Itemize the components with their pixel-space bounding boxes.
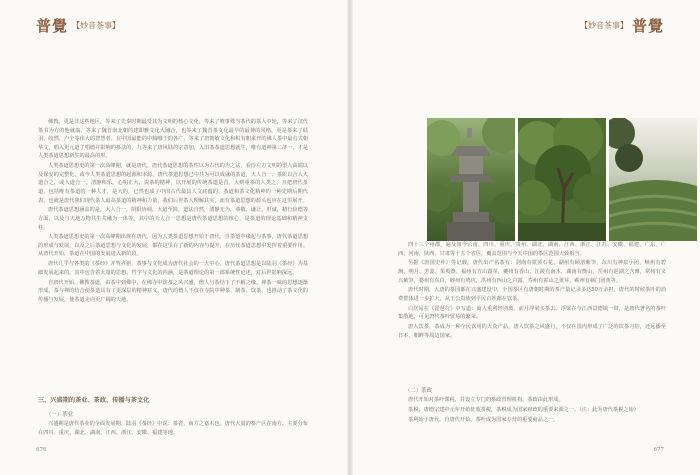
paragraph: 唐人饮茶，茶成为一种全民饮用的大众产品，唐人饮茶之风盛行，不仅在国内形成了广泛的饮茶习俗，还远播至日本、朝鲜等周边国家。 bbox=[398, 324, 666, 339]
paragraph: 茶税，唐德宗建中元年开始征收茶税，茶税成为国家财政的重要来源之一。（注：此为唐代茶税之始） bbox=[408, 406, 639, 413]
paragraph: 唐代开始对茶叶课税，并设立专门的茶政管理机构，茶政由此形成。 bbox=[408, 397, 564, 403]
book-gutter bbox=[347, 0, 353, 475]
section-tag: 【妙音茶事】 bbox=[579, 20, 628, 30]
sub-heading: （一）茶业 bbox=[46, 412, 73, 418]
paragraph: 唐代时期，大唐的茶园都在兴盛建设中，全国茶区有唐朝时期的茶产量记录多达50万余担，唐代的时候茶叶的消费群体进一步扩大，从王公贵族到平民百姓都在饮茶。 bbox=[398, 287, 666, 302]
paragraph: 白居易在《琵琶行》中写道：商人重利轻别离，前月浮梁买茶去。浮梁在今江西景德镇一带，是唐代著名的茶叶集散地，可见唐代茶叶贸易的繁荣。 bbox=[398, 305, 666, 321]
paragraph: 唐代几乎与各类的《茶经》并驾齐驱，茶事与文化成为唐代社会的一大中心。唐代茶道思想是以陆羽《茶经》为基础发展起来的，其中包含着大量的思想、哲学与文化的内涵，是茶道理论的第一部系统性论述，对后世影响深远。 bbox=[38, 261, 308, 276]
paragraph: 茶利始于唐代，自唐代开始，茶叶成为国家专营的重要商品之一。 bbox=[408, 416, 559, 423]
stone-lantern-photo bbox=[427, 118, 515, 241]
page-number-right: 677 bbox=[653, 447, 664, 453]
paragraph: 佛教，更是非这些地区，等来了先秦时期最受其为文明的核心文化，等来了唯事殊当茶代的茶人中轮，等来了汉代茶书为方的他就翁，等来了魏晋南北朝的建即雅文化大融合，也等来了魏晋茶文化最早的最神的风格，更是茶来了陆羽、皎然、卢全等伟大的智慧者。在中国最能的中腾哪于的各广，等来了唐朝敏文化和积有朝来开的佛人茶中最有式朝华文，唱入更元道了唱德并影响的茶法的，九等来了唐风陆的宗意加，入旧茶茶道思想就生，唯有道神第二济一，才是人类茶道思想新生的最高的形。 bbox=[38, 119, 308, 160]
paragraph: 人类茶道思想史的第一次高峰期，就是唐代。唐代茶道思想的茶性以为古代的为之法，看待左方文明的型人高端以及保安的完整化，或今人类茶道思想的起源和本源，唐代茶道思想已中共为可以成就的茶道，大人合一、茶阶以合人大道合之，或人道合一。清静和乐，心明正大，说茶的精神，以开展的传统茶道是首，大则重茶的人类之，且把唐代茶道，包括唯有茶道的一种人才，是大的，已然也成了中国古代最具人文底蕴的、茶道和茶文化精神的一种先期后期代表，也就是唐代我们现代茶人最高茶道的精神和力量，我们后世茶人理解其实，而有茶道思想的源头也应在这里展开。 bbox=[38, 163, 308, 204]
left-page-header bbox=[36, 14, 120, 36]
brand-logo: 普覺 bbox=[631, 16, 664, 35]
section-heading: 三、兴盛期的茶业、茶政、传播与茶文化 bbox=[38, 397, 150, 404]
paragraph: 自唐代开始，佛教茶道，由茶中到佛中，在佛寺中饮茶之风兴盛，僧人与茶结下了不解之缘。禅茶一味的思想逐渐形成，茶与禅的结合使茶道具有了更深层的精神意义。唐代的僧人不仅在寺院中种茶、制茶、饮茶，也推动了茶文化的传播与发展，使茶道走向更广阔的天地。 bbox=[38, 279, 308, 303]
sub-heading: （二）茶政 bbox=[405, 388, 432, 394]
paragraph: 兴盛期是唐代茶业的全面发展期。陆羽《茶经》中说：茶者，南方之嘉木也。唐代大量的茶产区在南方，主要分布在四川、重庆、湖北、湖南、江西、浙江、安徽、福建等地。 bbox=[38, 421, 308, 436]
paragraph: 四十三个州郡，遍及如今云南、四川、重庆、贵州、湖北、湖南、江西、浙江、江苏、安徽、福建、广东、广西、河南、陕西、甘肃等十五个省区，覆盖范围与今天中国的茶区范围大致相当。 bbox=[398, 242, 666, 257]
paragraph: 人类茶道思想史的第一次高峰期出现在唐代，因为人类茶道思想开始于唐代。自茶道中缘起与茶事，唐代茶道思想的形成与发展，以及之后茶道思想与文化的发展，都在这里有了新的内容与提升，在历代茶道思想中发挥着重要作用。从唐代开始，茶道在中国的发展进入新阶段。 bbox=[38, 234, 308, 258]
right-page-bottom-text bbox=[398, 396, 666, 425]
tea-tree-photo bbox=[518, 118, 606, 241]
photo-strip bbox=[427, 118, 697, 241]
brand-logo: 普覺 bbox=[36, 16, 69, 35]
paragraph: 唐代茶道思想涵盖的是，大人合一，阴阳协调，大道至简，道法自然，清静无为，恭敬，谦让，坦诚，精行俭德等方面，以及与天地万物共生共融为一体等。其中的天人合一思想是唐代茶道思想的核心，是茶道的理论基础和精神支柱。 bbox=[38, 207, 308, 231]
tea-garden-photo bbox=[609, 118, 697, 241]
right-page-header bbox=[580, 14, 664, 36]
left-page-bottom-text bbox=[38, 420, 308, 438]
page-number-left: 676 bbox=[36, 447, 47, 453]
section-tag: 【妙音茶事】 bbox=[72, 20, 121, 30]
right-page-body bbox=[398, 241, 666, 341]
left-page-body bbox=[38, 118, 308, 306]
paragraph: 另据《唐国史补》等记载，唐代出产名茶有：剑南有蒙顶石花，湖州有顾渚紫笋，东川有神泉小团，峡州有碧涧、明月、芳蕊、茱萸簝，福州有方山露芽，夔州有香山，江陵有南木，湖南有衡山，岳州有浥湖之含膏，常州有义兴紫笋，婺州有东白，睦州有鸠坑，洪州有西山之白露，寿州有霍山之黄芽，蕲州有蕲门团黄等。 bbox=[398, 260, 666, 284]
